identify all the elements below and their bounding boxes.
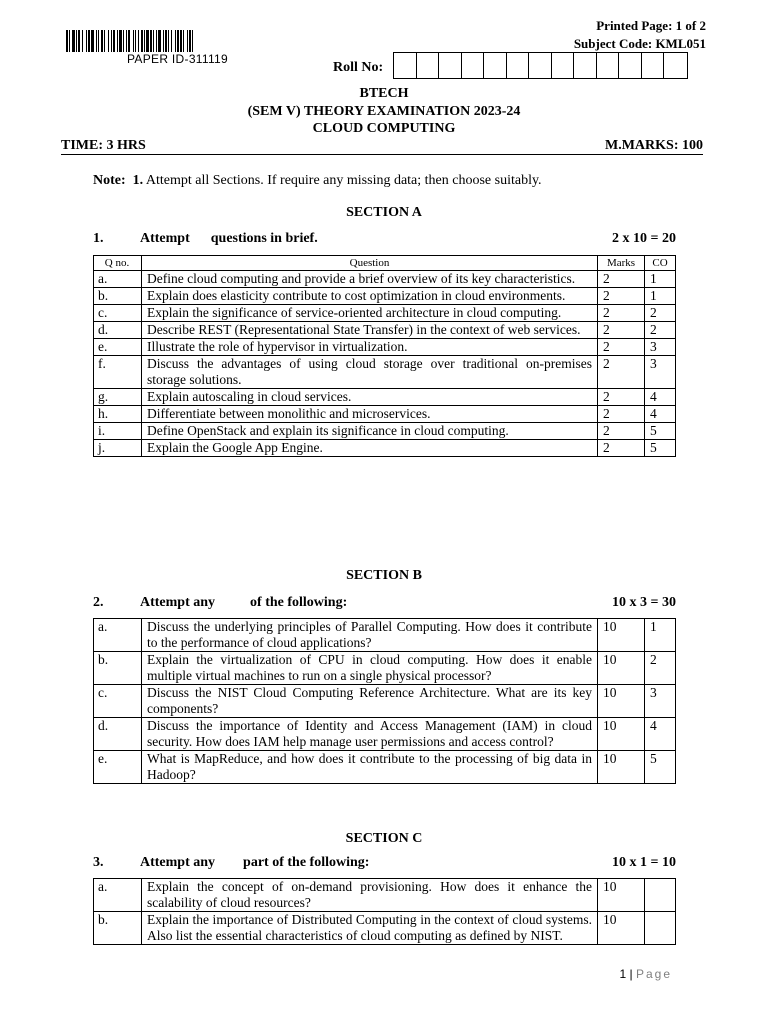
question-marks: 2	[598, 356, 645, 389]
question-co: 5	[645, 751, 676, 784]
question-number: e.	[94, 339, 142, 356]
question-co: 2	[645, 652, 676, 685]
question-marks: 10	[598, 685, 645, 718]
table-row	[94, 879, 676, 912]
roll-no-label: Roll No:	[333, 60, 384, 75]
question-text: Explain the importance of Distributed Computing in the context of cloud systems. Also list the essential characteristics of cloud computing as defined by NIST.	[142, 912, 598, 945]
question-co: 1	[645, 619, 676, 652]
question-marks: 10	[598, 912, 645, 945]
section-c-title: SECTION C	[345, 831, 423, 846]
note	[93, 173, 542, 189]
question-number: j.	[94, 440, 142, 457]
col-qno-header: Q no.	[94, 256, 142, 271]
table-row	[94, 440, 676, 457]
question-number: b.	[94, 288, 142, 305]
subject-code-label: Subject Code:	[573, 36, 653, 51]
question-co: 1	[645, 271, 676, 288]
table-row	[94, 389, 676, 406]
subject-title: CLOUD COMPUTING	[312, 121, 456, 136]
table-row	[94, 339, 676, 356]
paper-id: PAPER ID-311119	[127, 52, 228, 66]
table-row	[94, 912, 676, 945]
question-marks: 2	[598, 406, 645, 423]
question-number: d.	[94, 322, 142, 339]
footer-sep: |	[629, 967, 633, 981]
question-text: Explain the Google App Engine.	[142, 440, 598, 457]
question-text: Discuss the underlying principles of Parallel Computing. How does it contribute to the performance of cloud applications?	[142, 619, 598, 652]
question-text: Explain the concept of on-demand provisioning. How does it enhance the scalability of cloud resources?	[142, 879, 598, 912]
section-a-score: 2 x 10 = 20	[612, 231, 676, 246]
question-number: g.	[94, 389, 142, 406]
question-text: Explain the significance of service-oriented architecture in cloud computing.	[142, 305, 598, 322]
roll-box[interactable]	[574, 53, 597, 78]
note-text: Attempt all Sections. If require any missing data; then choose suitably.	[145, 173, 542, 188]
section-c-table	[93, 878, 676, 945]
question-co: 4	[645, 406, 676, 423]
col-marks-header: Marks	[598, 256, 645, 271]
question-co	[645, 912, 676, 945]
note-label: Note:	[93, 173, 126, 188]
roll-box[interactable]	[664, 53, 687, 78]
section-c-text: Attempt any part of the following:	[140, 855, 370, 870]
page-footer	[619, 967, 672, 981]
question-text: Illustrate the role of hypervisor in virtualization.	[142, 339, 598, 356]
barcode	[66, 30, 295, 52]
question-marks: 10	[598, 619, 645, 652]
printed-page-label: Printed Page:	[596, 18, 673, 33]
section-a-table	[93, 255, 676, 457]
question-text: What is MapReduce, and how does it contribute to the processing of big data in Hadoop?	[142, 751, 598, 784]
question-text: Discuss the advantages of using cloud storage over traditional on-premises storage solutions.	[142, 356, 598, 389]
subject-code	[574, 36, 706, 52]
question-marks: 2	[598, 322, 645, 339]
section-a-num: 1.	[93, 231, 104, 246]
question-marks: 2	[598, 389, 645, 406]
question-text: Discuss the NIST Cloud Computing Reference Architecture. What are its key components?	[142, 685, 598, 718]
section-b-text: Attempt any of the following:	[140, 595, 348, 610]
col-question-header: Question	[142, 256, 598, 271]
question-marks: 2	[598, 271, 645, 288]
section-c-rows	[94, 879, 676, 945]
table-row	[94, 619, 676, 652]
question-text: Define cloud computing and provide a brief overview of its key characteristics.	[142, 271, 598, 288]
question-number: a.	[94, 879, 142, 912]
section-c-num: 3.	[93, 855, 104, 870]
table-header-row	[94, 256, 676, 271]
table-row	[94, 271, 676, 288]
question-number: i.	[94, 423, 142, 440]
question-number: c.	[94, 305, 142, 322]
max-marks: M.MARKS: 100	[605, 138, 703, 153]
table-row	[94, 718, 676, 751]
question-text: Discuss the importance of Identity and Access Management (IAM) in cloud security. How does IAM help manage user permissions and access control?	[142, 718, 598, 751]
roll-box[interactable]	[597, 53, 620, 78]
exam-time: TIME: 3 HRS	[61, 138, 146, 153]
section-a-rows	[94, 271, 676, 457]
section-b-num: 2.	[93, 595, 104, 610]
question-co: 3	[645, 339, 676, 356]
roll-box[interactable]	[462, 53, 485, 78]
table-row	[94, 652, 676, 685]
table-row	[94, 751, 676, 784]
roll-box[interactable]	[552, 53, 575, 78]
question-number: d.	[94, 718, 142, 751]
question-number: c.	[94, 685, 142, 718]
table-row	[94, 423, 676, 440]
question-co: 4	[645, 718, 676, 751]
question-text: Explain does elasticity contribute to cost optimization in cloud environments.	[142, 288, 598, 305]
subject-code-value: KML051	[655, 36, 706, 51]
question-text: Explain the virtualization of CPU in cloud computing. How does it enable multiple virtual machines to run on a single physical processor?	[142, 652, 598, 685]
printed-page-value: 1 of 2	[675, 18, 706, 33]
section-a-text: Attempt questions in brief.	[140, 231, 318, 246]
question-marks: 2	[598, 288, 645, 305]
question-number: h.	[94, 406, 142, 423]
table-row	[94, 406, 676, 423]
question-text: Define OpenStack and explain its significance in cloud computing.	[142, 423, 598, 440]
program-title: BTECH	[359, 86, 409, 101]
section-a-title: SECTION A	[346, 205, 422, 220]
question-co: 3	[645, 685, 676, 718]
roll-box[interactable]	[642, 53, 665, 78]
section-b-rows	[94, 619, 676, 784]
table-row	[94, 305, 676, 322]
question-marks: 10	[598, 718, 645, 751]
question-marks: 10	[598, 652, 645, 685]
table-row	[94, 288, 676, 305]
question-number: e.	[94, 751, 142, 784]
question-marks: 10	[598, 879, 645, 912]
section-b-table	[93, 618, 676, 784]
question-marks: 2	[598, 423, 645, 440]
roll-box[interactable]	[394, 53, 417, 78]
question-number: a.	[94, 271, 142, 288]
header-rule	[61, 154, 703, 155]
table-row	[94, 685, 676, 718]
table-row	[94, 322, 676, 339]
printed-page	[596, 18, 706, 34]
question-co: 4	[645, 389, 676, 406]
roll-box[interactable]	[529, 53, 552, 78]
question-co	[645, 879, 676, 912]
roll-box[interactable]	[439, 53, 462, 78]
roll-box[interactable]	[507, 53, 530, 78]
question-co: 5	[645, 423, 676, 440]
question-co: 3	[645, 356, 676, 389]
section-b-score: 10 x 3 = 30	[612, 595, 676, 610]
question-number: b.	[94, 652, 142, 685]
question-text: Differentiate between monolithic and microservices.	[142, 406, 598, 423]
question-marks: 2	[598, 339, 645, 356]
footer-page-word: Page	[635, 967, 672, 981]
footer-page-num: 1	[619, 967, 627, 981]
section-b-title: SECTION B	[346, 568, 422, 583]
section-c-score: 10 x 1 = 10	[612, 855, 676, 870]
roll-no-boxes[interactable]	[393, 52, 688, 79]
question-marks: 2	[598, 305, 645, 322]
question-text: Explain autoscaling in cloud services.	[142, 389, 598, 406]
question-text: Describe REST (Representational State Transfer) in the context of web services.	[142, 322, 598, 339]
roll-box[interactable]	[417, 53, 440, 78]
roll-box[interactable]	[619, 53, 642, 78]
question-marks: 10	[598, 751, 645, 784]
col-co-header: CO	[645, 256, 676, 271]
question-co: 2	[645, 322, 676, 339]
barcode-bar	[193, 30, 195, 52]
exam-title: (SEM V) THEORY EXAMINATION 2023-24	[247, 104, 521, 119]
question-co: 5	[645, 440, 676, 457]
question-co: 1	[645, 288, 676, 305]
note-num: 1.	[132, 173, 144, 188]
roll-box[interactable]	[484, 53, 507, 78]
question-co: 2	[645, 305, 676, 322]
question-number: f.	[94, 356, 142, 389]
question-number: b.	[94, 912, 142, 945]
question-marks: 2	[598, 440, 645, 457]
question-number: a.	[94, 619, 142, 652]
table-row	[94, 356, 676, 389]
